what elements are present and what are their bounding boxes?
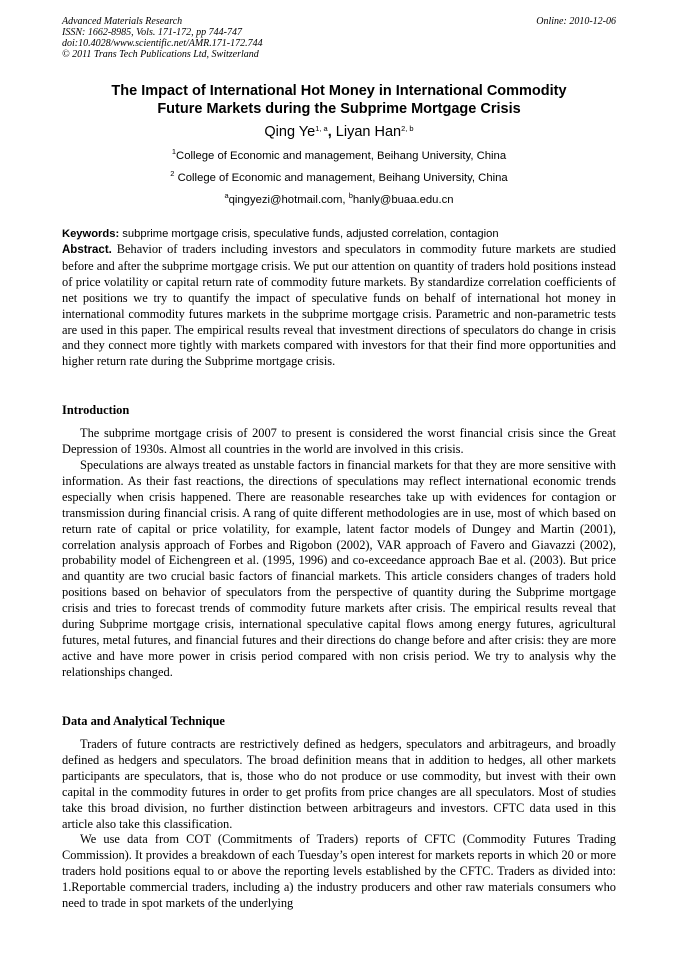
data-section-paragraph-2: We use data from COT (Commitments of Traders) reports of CFTC (Commodity Futures Trading Commission). It provides a breakdown of each Tuesday’s open interest for markets reports in which 20 or more traders hold positions equal to or above the reporting levels established by the CFTC. Traders as divided into: 1.Reportable commercial traders, including a) the industry producers and other raw materials consumers who need to trade in spot markets of the underlying [62, 832, 616, 910]
keywords-text: subprime mortgage crisis, speculative funds, adjusted correlation, contagion [119, 228, 499, 240]
online-date: Online: 2010-12-06 [536, 16, 616, 27]
affiliation-2-text: College of Economic and management, Beihang University, China [177, 172, 508, 184]
abstract-text: Behavior of traders including investors and speculators in commodity future markets are studied before and after the subprime mortgage crisis. We put our attention on quantity of traders hold positions instead of price volatility or capital return rate of commodity future markets. By standardize correlation coefficients of net positions we try to quantify the impact of speculative funds on behalf of international hot money in international commodity futures markets in the subprime mortgage crisis. Parametric and non-parametric tests are used in this paper. The empirical results reveal that investment directions of speculators do change in crisis and they connect more tightly with markets compared with investors for that their find more opportunities and higher return rate during the Subprime mortgage crisis. [62, 242, 616, 369]
author-1: Qing Ye [264, 124, 316, 140]
email-a[interactable]: qingyezi@hotmail.com, [228, 194, 349, 206]
author-2-sup: 2, b [401, 124, 414, 133]
affiliation-1-sup: 1 [171, 147, 177, 156]
introduction-paragraph-2: Speculations are always treated as unstable factors in financial markets for that they are more sensitive with information. As their fast reactions, the directions of speculations may reflect international economic trends especially when crisis happened. There are reasonable researches take up with evidences for contagion or transmission during financial crisis. A rang of quite different methodologies are in use, most of which based on return rate of capital or price volatility, for example, latent factor models of Dungey and Martin (2001), correlation analysis approach of Forbes and Rigobon (2002), VAR approach of Favero and Giavazzi (2002), probability model of Eichengreen et al. (1995, 1996) and co-exceedance approach Bae et al. (2003). But price and quantity are two crucial basic factors of financial markets. This article considers changes of traders hold positions based on behavior of speculators from the perspective of quantity during the Subprime mortgage crisis and tries to forecast trends of commodity future markets after crisis. The empirical results reveal that during Subprime mortgage crisis, international speculative capital flows among energy futures, agricultural futures, metal futures, and financial futures and their directions do change before and after crisis: they are more active and have more power in crisis period compared with non crisis period. We try to analysis why the relationships changed. [62, 458, 616, 679]
author-separator: , [327, 124, 336, 140]
affiliation-1-text: College of Economic and management, Beihang University, China [176, 150, 507, 162]
affiliation-2-sup: 2 [170, 169, 175, 178]
journal-doi: doi:10.4028/www.scientific.net/AMR.171-172.744 [62, 38, 263, 49]
affiliation-2 [0, 169, 678, 184]
author-1-sup: 1, a [315, 124, 328, 133]
introduction-paragraph-1: The subprime mortgage crisis of 2007 to present is considered the worst financial crisis since the Great Depression of 1930s. Almost all countries in the world are involved in this crisis. [62, 426, 616, 456]
author-2: Liyan Han [335, 124, 402, 140]
abstract-label: Abstract. [62, 244, 112, 256]
abstract [62, 242, 616, 370]
title-line-2: Future Markets during the Subprime Mortgage Crisis [157, 101, 521, 117]
journal-copyright: © 2011 Trans Tech Publications Ltd, Switzerland [62, 49, 259, 60]
keywords-label: Keywords: [62, 228, 120, 240]
author-list [0, 124, 678, 140]
author-emails [0, 191, 678, 206]
data-section-heading: Data and Analytical Technique [62, 714, 225, 728]
data-section-paragraph-1: Traders of future contracts are restrictively defined as hedgers, speculators and arbitrageurs, and broadly defined as hedgers and speculators. The broad definition means that in addition to hedges, all other markets participants are speculators, that is, those who do not produce or use commodity, but invest with their own capital in the commodity futures in order to get profits from price changes are all speculators. Most of studies take this broad division, no further distinction between arbitrageurs and investors. CFTC data used in this article also take this classification. [62, 737, 616, 831]
keywords [62, 228, 616, 240]
journal-name: Advanced Materials Research [62, 16, 183, 27]
journal-header [62, 16, 616, 60]
affiliation-1 [0, 147, 678, 162]
paper-title [40, 82, 638, 118]
title-line-1: The Impact of International Hot Money in International Commodity [111, 83, 567, 99]
journal-issn: ISSN: 1662-8985, Vols. 171-172, pp 744-747 [62, 27, 242, 38]
email-a-sup: a [224, 191, 229, 200]
email-b-sup: b [348, 191, 353, 200]
introduction-heading: Introduction [62, 403, 130, 417]
email-b[interactable]: hanly@buaa.edu.cn [352, 194, 454, 206]
